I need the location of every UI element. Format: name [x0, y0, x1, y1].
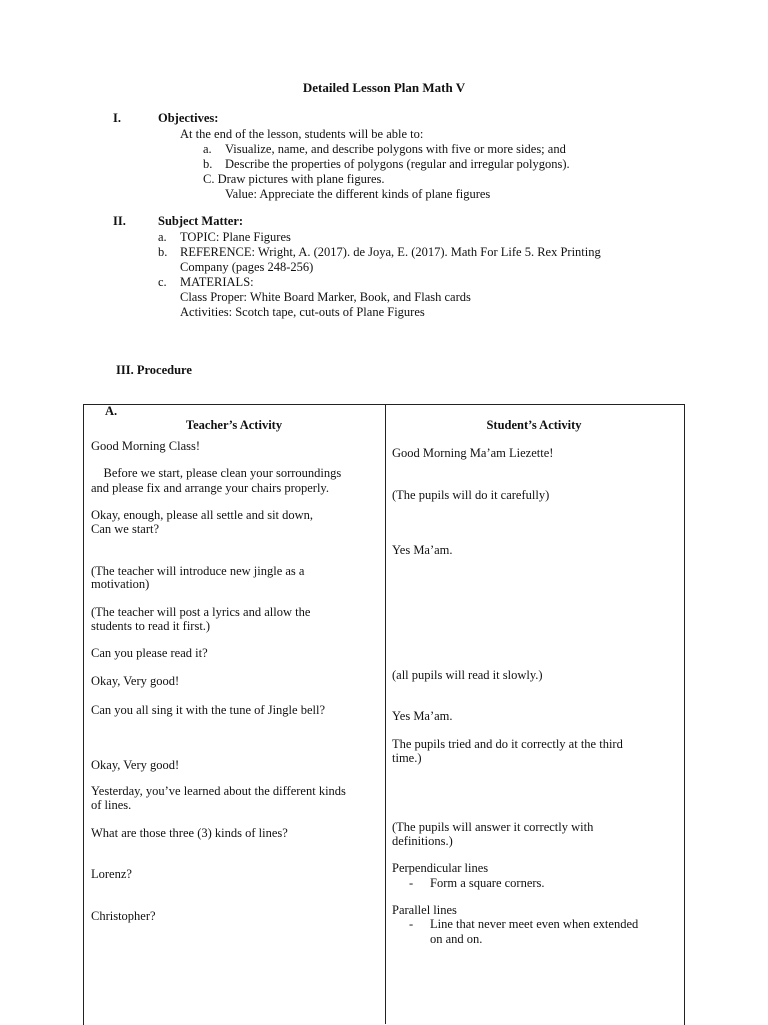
subject-item: Class Proper: White Board Marker, Book, and Flash cards — [180, 290, 471, 304]
teacher-line: Christopher? — [91, 909, 156, 923]
objectives-heading: Objectives: — [158, 111, 219, 125]
teacher-line: students to read it first.) — [91, 619, 211, 633]
objective-value: Value: Appreciate the different kinds of plane figures — [225, 187, 491, 201]
student-line: The pupils tried and do it correctly at the third — [392, 737, 623, 751]
objective-item: C. Draw pictures with plane figures. — [203, 172, 385, 186]
objectives-numeral: I. — [113, 111, 121, 125]
student-line: Yes Ma’am. — [392, 543, 453, 557]
teacher-line: motivation) — [91, 577, 150, 591]
subject-marker: a. — [158, 230, 167, 244]
student-line: (The pupils will answer it correctly with — [392, 820, 594, 834]
teacher-line: Okay, Very good! — [91, 758, 180, 772]
teacher-line: of lines. — [91, 798, 132, 812]
subject-item: TOPIC: Plane Figures — [180, 230, 291, 244]
student-line: Perpendicular lines — [392, 861, 489, 875]
teacher-line: Okay, enough, please all settle and sit down, — [91, 508, 314, 522]
objective-marker: a. — [203, 142, 212, 156]
student-line: Form a square corners. — [430, 876, 545, 890]
subject-item: MATERIALS: — [180, 275, 254, 289]
teacher-line: What are those three (3) kinds of lines? — [91, 826, 288, 840]
subject-marker: b. — [158, 245, 168, 259]
objective-item: Describe the properties of polygons (regular and irregular polygons). — [225, 157, 570, 171]
teacher-line: (The teacher will post a lyrics and allow the — [91, 605, 311, 619]
subject-item: Company (pages 248-256) — [180, 260, 314, 274]
student-line: Good Morning Ma’am Liezette! — [392, 446, 554, 460]
teacher-activity-header: Teacher’s Activity — [185, 418, 283, 432]
teacher-line: Lorenz? — [91, 867, 132, 881]
student-line: Parallel lines — [392, 903, 457, 917]
student-line: (all pupils will read it slowly.) — [392, 668, 543, 682]
subject-heading: Subject Matter: — [158, 214, 244, 228]
table-column-divider — [385, 404, 386, 1024]
student-line: (The pupils will do it carefully) — [392, 488, 550, 502]
student-line: on and on. — [430, 932, 483, 946]
teacher-line: Can you please read it? — [91, 646, 208, 660]
procedure-heading: III. Procedure — [116, 363, 192, 377]
teacher-line: Okay, Very good! — [91, 674, 180, 688]
teacher-line: (The teacher will introduce new jingle as a — [91, 564, 305, 578]
bullet-dash: - — [409, 876, 414, 890]
student-line: time.) — [392, 751, 422, 765]
teacher-line: Can you all sing it with the tune of Jingle bell? — [91, 703, 325, 717]
teacher-line: Before we start, please clean your sorroundings — [91, 466, 342, 480]
objective-item: Visualize, name, and describe polygons with five or more sides; and — [225, 142, 566, 156]
objectives-intro: At the end of the lesson, students will be able to: — [180, 127, 424, 141]
objective-marker: b. — [203, 157, 213, 171]
teacher-line: Good Morning Class! — [91, 439, 201, 453]
teacher-line: and please fix and arrange your chairs properly. — [91, 481, 329, 495]
subject-numeral: II. — [113, 214, 126, 228]
student-line: definitions.) — [392, 834, 453, 848]
student-line: Line that never meet even when extended — [430, 917, 639, 931]
teacher-line: Yesterday, you’ve learned about the different kinds — [91, 784, 346, 798]
teacher-line: Can we start? — [91, 522, 160, 536]
bullet-dash: - — [409, 917, 414, 931]
student-line: Yes Ma’am. — [392, 709, 453, 723]
student-activity-header: Student’s Activity — [486, 418, 582, 432]
subject-item: REFERENCE: Wright, A. (2017). de Joya, E. (2017). Math For Life 5. Rex Printing — [180, 245, 601, 259]
subject-marker: c. — [158, 275, 167, 289]
subject-item: Activities: Scotch tape, cut-outs of Plane Figures — [180, 305, 425, 319]
section-label: A. — [105, 404, 118, 418]
document-title: Detailed Lesson Plan Math V — [302, 80, 466, 95]
